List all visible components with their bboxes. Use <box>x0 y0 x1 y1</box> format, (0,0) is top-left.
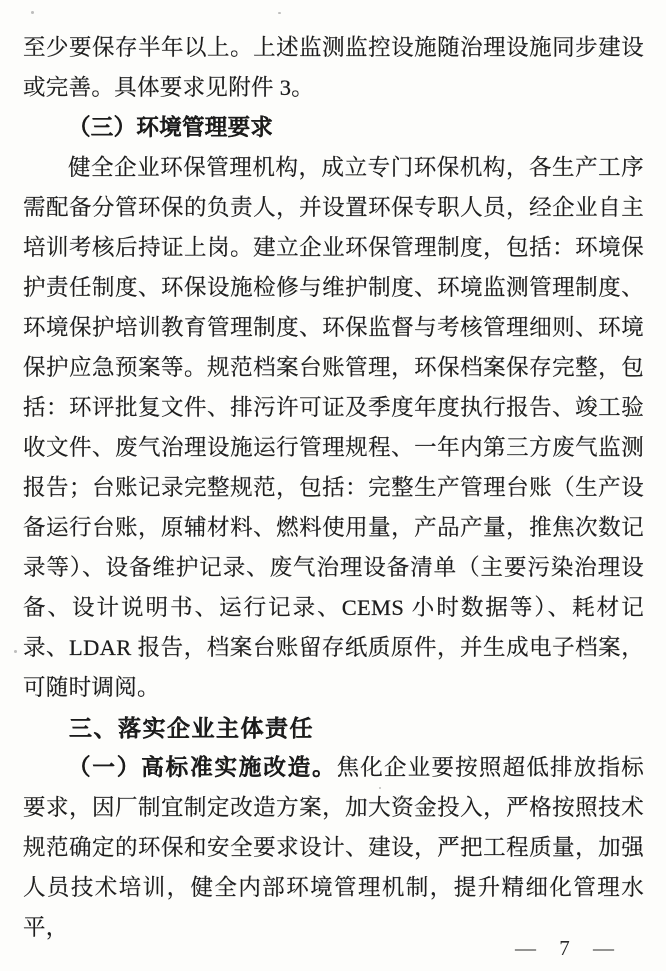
document-body <box>23 28 644 948</box>
section-heading: （三）环境管理要求 <box>68 115 274 140</box>
paragraph-lead-bold: （一）高标准实施改造。 <box>68 755 337 780</box>
body-paragraph: 健全企业环保管理机构，成立专门环保机构，各生产工序需配备分管环保的负责人，并设置环保专职人员，经企业自主培训考核后持证上岗。建立企业环保管理制度，包括：环境保护责任制度、环保设施检修与维护制度、环境监测管理制度、环境保护培训教育管理制度、环保监督与考核管理细则、环境保护应急预案等。规范档案台账管理，环保档案保存完整，包括：环评批复文件、排污许可证及季度年度执行报告、竣工验收文件、废气治理设施运行管理规程、一年内第三方废气监测报告；台账记录完整规范，包括：完整生产管理台账（生产设备运行台账，原辅材料、燃料使用量，产品产量，推焦次数记录等）、设备维护记录、废气治理设备清单（主要污染治理设备、设计说明书、运行记录、CEMS 小时数据等）、耗材记录、LDAR 报告，档案台账留存纸质原件，并生成电子档案，可随时调阅。 <box>23 155 644 700</box>
scan-speckle <box>278 12 281 14</box>
page-number-footer: — 7 — <box>515 936 616 960</box>
paragraph-text: 焦化企业要按照超低排放指标要求，因厂制宜制定改造方案，加大资金投入，严格按照技术规范确定的环保和安全要求设计、建设，严把工程质量，加强人员技术培训，健全内部环境管理机制，提升精细化管理水平， <box>23 755 644 940</box>
chapter-heading: 三、落实企业主体责任 <box>69 715 314 741</box>
body-paragraph <box>23 748 644 948</box>
scan-speckle <box>31 11 34 14</box>
scan-speckle <box>14 650 17 653</box>
continuation-paragraph: 至少要保存半年以上。上述监测监控设施随治理设施同步建设或完善。具体要求见附件 3。 <box>23 35 644 100</box>
